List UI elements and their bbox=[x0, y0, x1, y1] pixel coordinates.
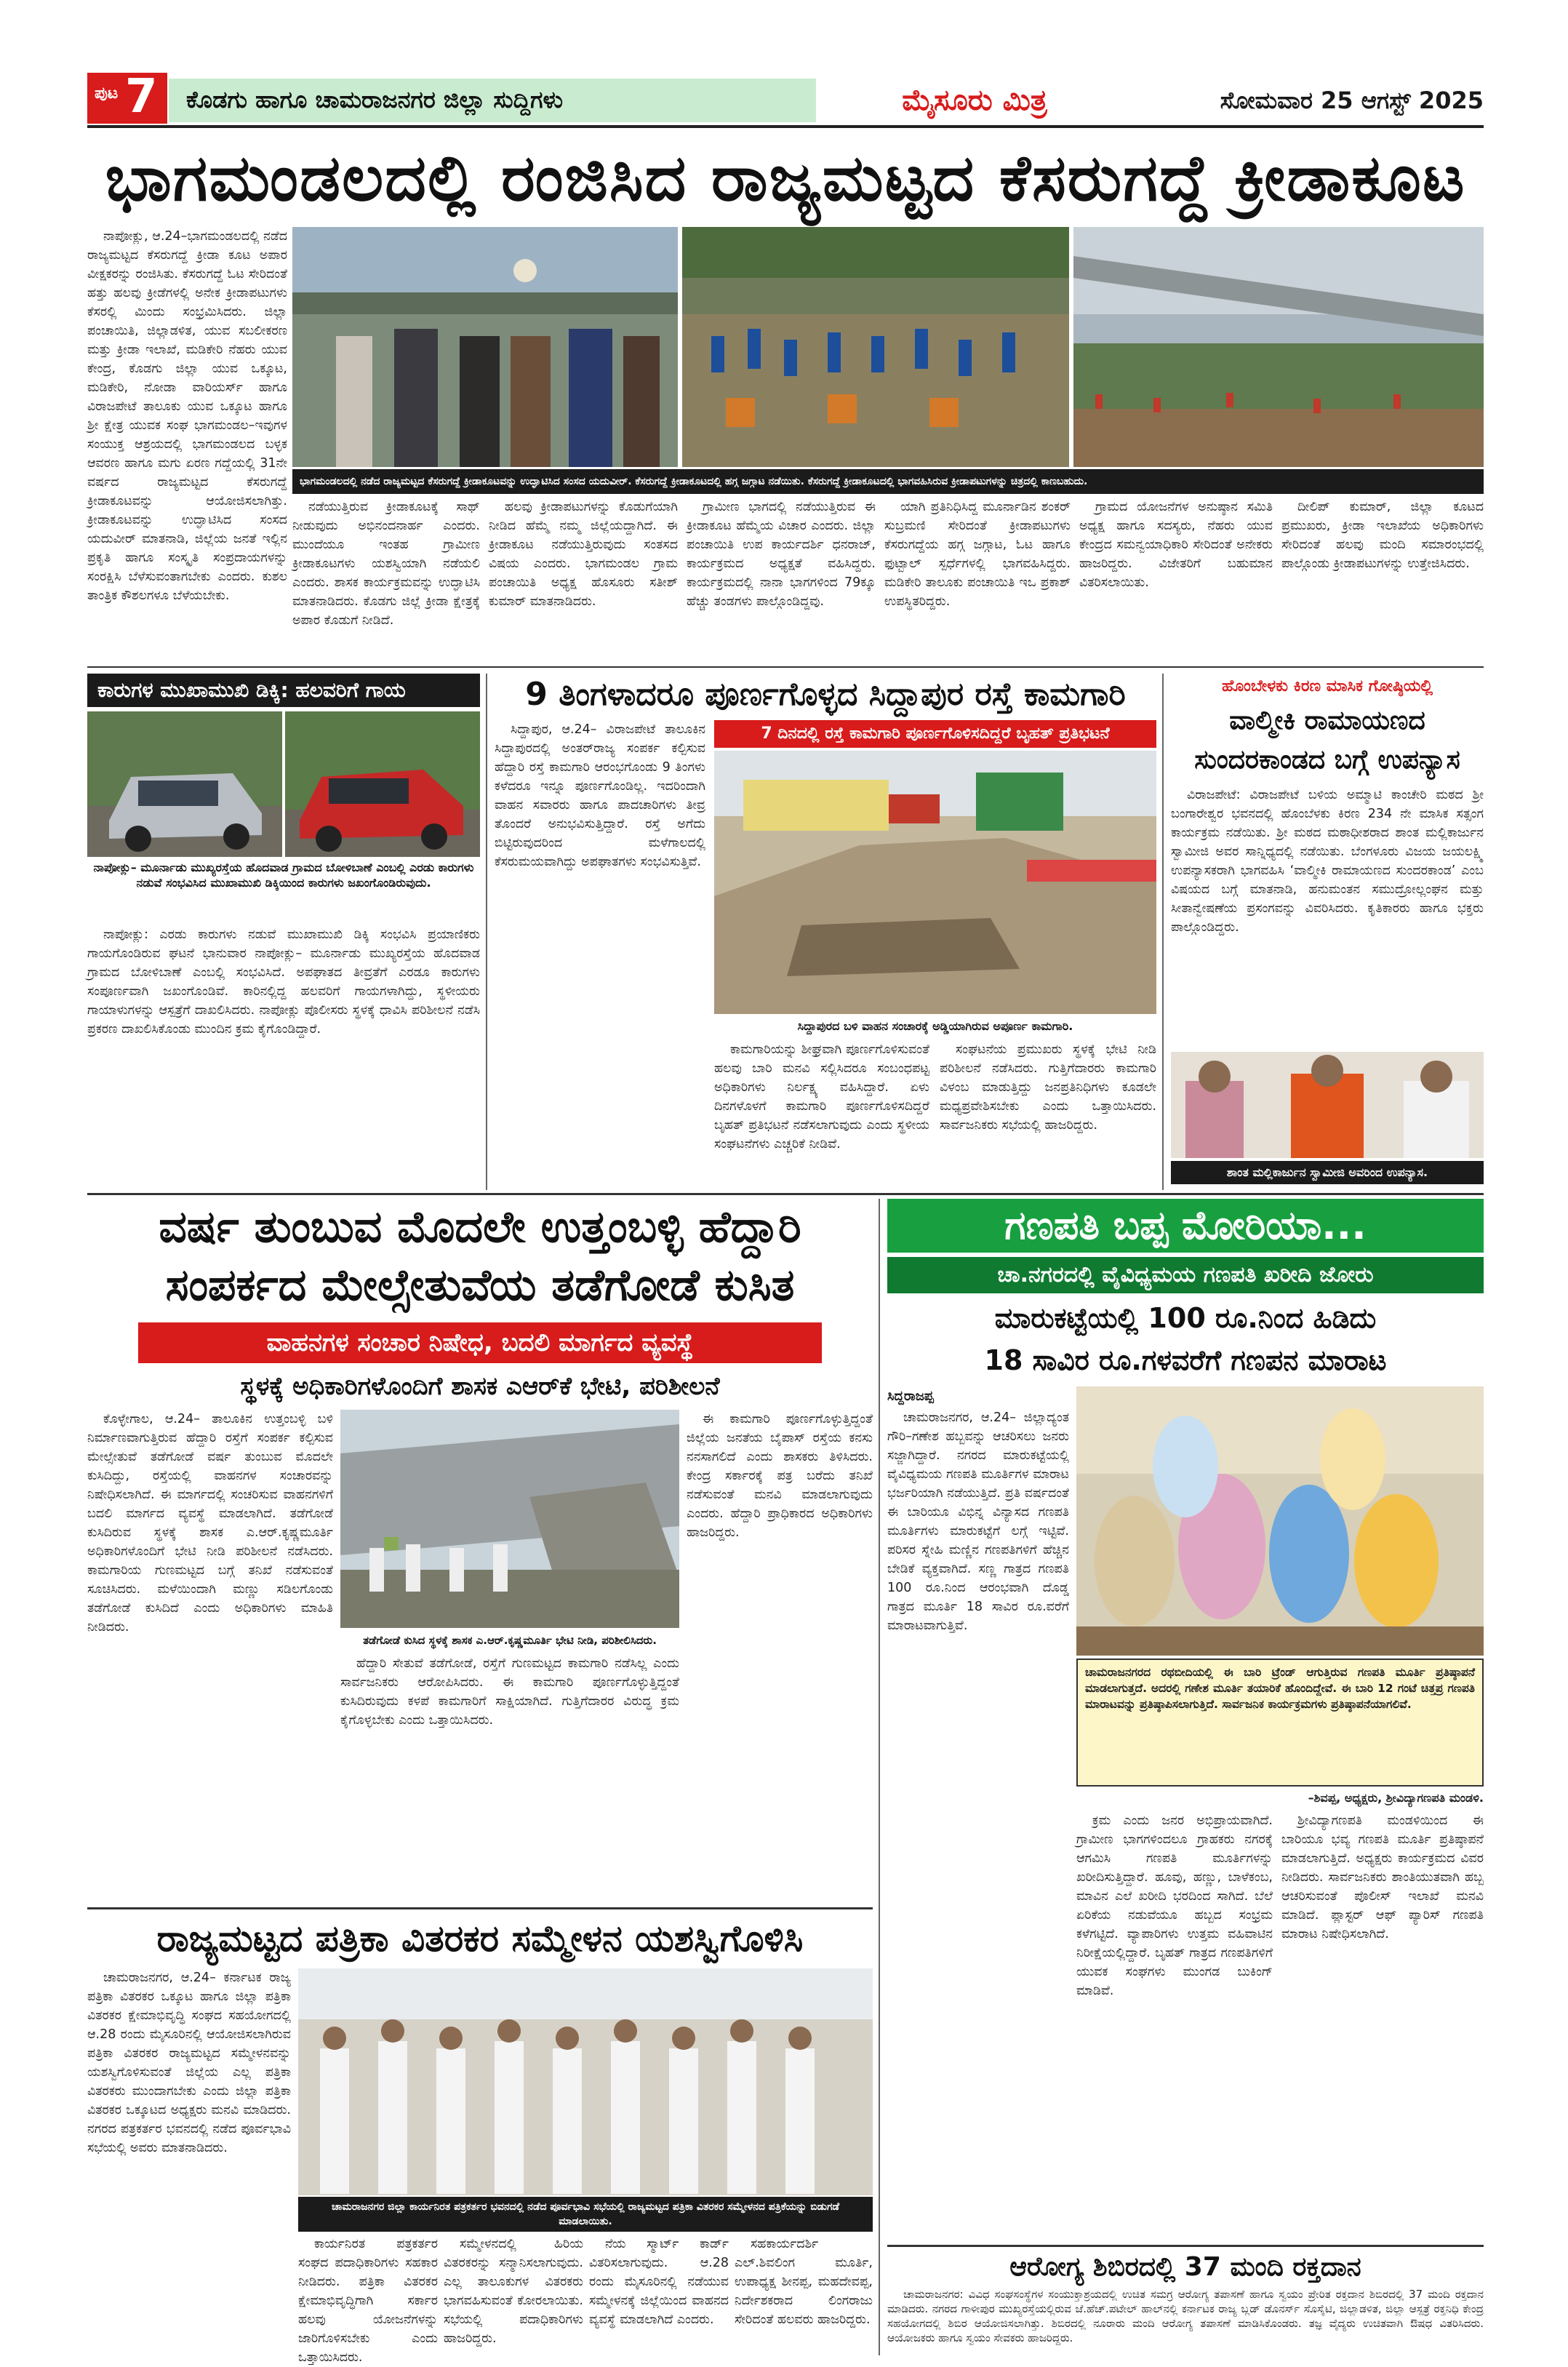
story2-body bbox=[87, 925, 480, 1186]
page-number: 7 bbox=[125, 70, 158, 124]
section-title-strip bbox=[169, 79, 816, 122]
story1-intro bbox=[87, 227, 287, 662]
story6-col5 bbox=[735, 2235, 873, 2354]
story3-col1 bbox=[495, 720, 705, 1186]
story1-col3-text: ಹಲವು ಕ್ರೀಡಾಪಟುಗಳನ್ನು ಕೊಡುಗೆಯಾಗಿ ನೀಡಿದ ಹೆಮ್ಮೆ ನಮ್ಮ ಜಿಲ್ಲೆಯದ್ದಾಗಿದೆ. ಈ ಕ್ರೀಡಾಕೂಟ ನಡೆಯುತ್ತಿರುವುದು ಸಂತಸದ ವಿಷಯ ಎಂದರು. ಭಾಗಮಂಡಲ ಗ್ರಾಮ ಪಂಚಾಯಿತಿ ಅಧ್ಯಕ್ಷ ಹೊಸೂರು ಸತೀಶ್ ಕುಮಾರ್ ಮಾತನಾಡಿದರು. bbox=[489, 500, 678, 609]
story1-col2-text: ನಡೆಯುತ್ತಿರುವ ಕ್ರೀಡಾಕೂಟಕ್ಕೆ ಸಾಥ್ ನೀಡುವುದು ಅಭಿನಂದನಾರ್ಹ ಎಂದರು. ಮುಂದೆಯೂ ಇಂತಹ ಗ್ರಾಮೀಣ ಕ್ರೀಡಾಕೂಟಗಳು ಯಶಸ್ವಿಯಾಗಿ ನಡೆಯಲಿ ಎಂದರು. ಶಾಸಕ ಕಾರ್ಯಕ್ರಮವನ್ನು ಉದ್ಘಾಟಿಸಿ ಮಾತನಾಡಿದರು. ಕೊಡಗು ಜಿಲ್ಲೆ ಕ್ರೀಡಾ ಕ್ಷೇತ್ರಕ್ಕೆ ಅಪಾರ ಕೊಡುಗೆ ನೀಡಿದೆ. bbox=[292, 500, 480, 628]
story1-col6-text: ಗ್ರಾಮದ ಯೋಜನೆಗಳ ಅನುಷ್ಠಾನ ಸಮಿತಿ ಅಧ್ಯಕ್ಷ ಹಾಗೂ ಸದಸ್ಯರು, ನೆಹರು ಯುವ ಕೇಂದ್ರದ ಸಮನ್ವಯಾಧಿಕಾರಿ ಸೇರಿದಂತೆ ಅನೇಕರು ಹಾಜರಿದ್ದರು. ವಿಜೇತರಿಗೆ ಬಹುಮಾನ ವಿತರಿಸಲಾಯಿತು. bbox=[1079, 500, 1273, 590]
story5-subhead-red: ವಾಹನಗಳ ಸಂಚಾರ ನಿಷೇಧ, ಬದಲಿ ಮಾರ್ಗದ ವ್ಯವಸ್ಥೆ bbox=[138, 1322, 822, 1363]
story2-photo-car-silver bbox=[87, 711, 282, 857]
story5-col2 bbox=[340, 1654, 679, 1903]
page-label: ಪುಟ bbox=[95, 84, 119, 103]
story6-col3-text: ಸಮ್ಮೇಳನದಲ್ಲಿ ಹಿರಿಯ ವಿತರಕರನ್ನು ಸನ್ಮಾನಿಸಲಾಗುವುದು. ಎಲ್ಲ ತಾಲೂಕುಗಳ ವಿತರಕರು ಭಾಗವಹಿಸುವಂತೆ ಕೋರಲಾಯಿತು. ಸಭೆಯಲ್ಲಿ ಪದಾಧಿಕಾರಿಗಳು ಹಾಜರಿದ್ದರು. bbox=[444, 2237, 583, 2346]
story1-col4 bbox=[687, 498, 876, 662]
story3-headline: 9 ತಿಂಗಳಾದರೂ ಪೂರ್ಣಗೊಳ್ಳದ ಸಿದ್ದಾಪುರ ರಸ್ತೆ ಕಾಮಗಾರಿ bbox=[525, 676, 1126, 713]
story7-subbanner: ಚಾ.ನಗರದಲ್ಲಿ ವೈವಿಧ್ಯಮಯ ಗಣಪತಿ ಖರೀದಿ ಜೋರು bbox=[887, 1257, 1484, 1293]
story5-photo-collapse bbox=[340, 1410, 679, 1628]
story7-headline-line1: ಮಾರುಕಟ್ಟೆಯಲ್ಲಿ 100 ರೂ.ನಿಂದ ಹಿಡಿದು bbox=[994, 1302, 1377, 1334]
story1-photo-caption: ಭಾಗಮಂಡಲದಲ್ಲಿ ನಡೆದ ರಾಜ್ಯಮಟ್ಟದ ಕೆಸರುಗದ್ದೆ ಕ್ರೀಡಾಕೂಟವನ್ನು ಉದ್ಘಾಟಿಸಿದ ಸಂಸದ ಯದುವೀರ್. ಕೆಸರುಗದ್ದೆ ಕ್ರೀಡಾಕೂಟದಲ್ಲಿ ಹಗ್ಗ ಜಗ್ಗಾಟ ನಡೆಯಿತು. ಕೆಸರುಗದ್ದೆ ಕ್ರೀಡಾಕೂಟದಲ್ಲಿ ಭಾಗವಹಿಸಿರುವ ಕ್ರೀಡಾಪಟುಗಳನ್ನು ಚಿತ್ರದಲ್ಲಿ ಕಾಣಬಹುದು. bbox=[292, 469, 1484, 494]
story7-byline: ಸಿದ್ದರಾಜಪ್ಪ bbox=[887, 1389, 934, 1404]
masthead-logo: ಮೈಸೂರು ಮಿತ್ರ bbox=[902, 84, 1047, 117]
story7-col2-text: ಕ್ರಮ ಎಂದು ಜನರ ಅಭಿಪ್ರಾಯವಾಗಿದೆ. ಗ್ರಾಮೀಣ ಭಾಗಗಳಿಂದಲೂ ಗ್ರಾಹಕರು ನಗರಕ್ಕೆ ಆಗಮಿಸಿ ಗಣಪತಿ ಮೂರ್ತಿಗಳನ್ನು ಖರೀದಿಸುತ್ತಿದ್ದಾರೆ. ಹೂವು, ಹಣ್ಣು, ಬಾಳೆಕಂಬ, ಮಾವಿನ ಎಲೆ ಖರೀದಿ ಭರದಿಂದ ಸಾಗಿದೆ. ಬೆಲೆ ಏರಿಕೆಯ ನಡುವೆಯೂ ಹಬ್ಬದ ಸಂಭ್ರಮ ಕಳೆಗಟ್ಟಿದೆ. ವ್ಯಾಪಾರಿಗಳು ಉತ್ತಮ ವಹಿವಾಟಿನ ನಿರೀಕ್ಷೆಯಲ್ಲಿದ್ದಾರೆ. ಬೃಹತ್ ಗಾತ್ರದ ಗಣಪತಿಗಳಿಗೆ ಯುವಕ ಸಂಘಗಳು ಮುಂಗಡ ಬುಕಿಂಗ್ ಮಾಡಿವೆ. bbox=[1076, 1813, 1273, 1998]
divider-v3 bbox=[879, 1199, 880, 2355]
story6-caption: ಚಾಮರಾಜನಗರ ಜಿಲ್ಲಾ ಕಾರ್ಯನಿರತ ಪತ್ರಕರ್ತರ ಭವನದಲ್ಲಿ ನಡೆದ ಪೂರ್ವಭಾವಿ ಸಭೆಯಲ್ಲಿ ರಾಜ್ಯಮಟ್ಟದ ಪತ್ರಿಕಾ ವಿತರಕರ ಸಮ್ಮೇಳನದ ಪತ್ರಿಕೆಯನ್ನು ಬಿಡುಗಡೆ ಮಾಡಲಾಯಿತು. bbox=[298, 2197, 873, 2232]
story3-col2 bbox=[714, 1040, 929, 1186]
story5-headline-line1: ವರ್ಷ ತುಂಬುವ ಮೊದಲೇ ಉತ್ತಂಬಳ್ಳಿ ಹೆದ್ದಾರಿ bbox=[159, 1202, 801, 1253]
story1-col7-text: ದೀಲಿಪ್ ಕುಮಾರ್, ಜಿಲ್ಲಾ ಕೂಟದ ಪ್ರಮುಖರು, ಕ್ರೀಡಾ ಇಲಾಖೆಯ ಅಧಿಕಾರಿಗಳು ಸೇರಿದಂತೆ ಹಲವು ಮಂದಿ ಸಮಾರಂಭದಲ್ಲಿ ಪಾಲ್ಗೊಂಡು ಕ್ರೀಡಾಪಟುಗಳನ್ನು ಉತ್ತೇಜಿಸಿದರು. bbox=[1281, 500, 1484, 571]
story8-body bbox=[887, 2287, 1484, 2354]
divider-v1 bbox=[486, 674, 487, 1190]
story5-caption: ತಡೆಗೋಡೆ ಕುಸಿದ ಸ್ಥಳಕ್ಕೆ ಶಾಸಕ ಎ.ಆರ್.ಕೃಷ್ಣಮೂರ್ತಿ ಭೇಟಿ ನೀಡಿ, ಪರಿಶೀಲಿಸಿದರು. bbox=[363, 1634, 657, 1647]
story1-col5-text: ಯಾಗಿ ಪ್ರತಿನಿಧಿಸಿದ್ದ ಮೂರ್ನಾಡಿನ ಶಂಕರ್ ಸುಬ್ರಮಣಿ ಸೇರಿದಂತೆ ಕ್ರೀಡಾಪಟುಗಳು ಕೆಸರುಗದ್ದೆಯ ಹಗ್ಗ ಜಗ್ಗಾಟ, ಓಟ ಹಾಗೂ ಫುಟ್ಬಾಲ್ ಸ್ಪರ್ಧೆಗಳಲ್ಲಿ ಭಾಗವಹಿಸಿದ್ದರು. ಮಡಿಕೇರಿ ತಾಲೂಕು ಪಂಚಾಯಿತಿ ಇಒ ಪ್ರಕಾಶ್ ಉಪಸ್ಥಿತರಿದ್ದರು. bbox=[884, 500, 1071, 609]
story2-photo-car-red bbox=[285, 711, 480, 857]
story7-col3-text: ಶ್ರೀವಿದ್ಯಾಗಣಪತಿ ಮಂಡಳಿಯಿಂದ ಈ ಬಾರಿಯೂ ಭವ್ಯ ಗಣಪತಿ ಮೂರ್ತಿ ಪ್ರತಿಷ್ಠಾಪನೆ ಮಾಡಲಾಗುತ್ತಿದೆ. ಅಧ್ಯಕ್ಷರು ಕಾರ್ಯಕ್ರಮದ ವಿವರ ನೀಡಿದರು. ಸಾರ್ವಜನಿಕರು ಶಾಂತಿಯುತವಾಗಿ ಹಬ್ಬ ಆಚರಿಸುವಂತೆ ಪೊಲೀಸ್ ಇಲಾಖೆ ಮನವಿ ಮಾಡಿದೆ. ಪ್ಲಾಸ್ಟರ್ ಆಫ್ ಪ್ಯಾರಿಸ್ ಗಣಪತಿ ಮಾರಾಟ ನಿಷೇಧಿಸಲಾಗಿದೆ. bbox=[1281, 1813, 1484, 1941]
story6-col4 bbox=[589, 2235, 729, 2354]
story4-kicker: ಹೊಂಬೇಳಕು ಕಿರಣ ಮಾಸಿಕ ಗೋಷ್ಠಿಯಲ್ಲಿ bbox=[1221, 677, 1433, 695]
section-title: ಕೊಡಗು ಹಾಗೂ ಚಾಮರಾಜನಗರ ಜಿಲ್ಲಾ ಸುದ್ದಿಗಳು bbox=[186, 86, 564, 113]
divider-3 bbox=[87, 1907, 873, 1909]
story6-col4-text: ನೆಯ ಸ್ಮಾರ್ಟ್ ಕಾರ್ಡ್ ವಿತರಿಸಲಾಗುವುದು. ಆ.28 ರಂದು ಮೈಸೂರಿನಲ್ಲಿ ನಡೆಯುವ ಸಮ್ಮೇಳನಕ್ಕೆ ಜಿಲ್ಲೆಯಿಂದ ವಾಹನದ ವ್ಯವಸ್ಥೆ ಮಾಡಲಾಗಿದೆ ಎಂದರು. bbox=[589, 2237, 729, 2327]
story7-quote-text: ಚಾಮರಾಜನಗರದ ರಥಬೀದಿಯಲ್ಲಿ ಈ ಬಾರಿ ಟ್ರೆಂಡ್ ಆಗುತ್ತಿರುವ ಗಣಪತಿ ಮೂರ್ತಿ ಪ್ರತಿಷ್ಠಾಪನೆ ಮಾಡಲಾಗುತ್ತದೆ. ಅದರಲ್ಲಿ ಗಣೇಶ ಮೂರ್ತಿ ತಯಾರಿಕೆ ಹೊಂದಿದ್ದೇವೆ. ಈ ಬಾರಿ 12 ಗಂಟೆ ಚಿತ್ತಪ್ರ ಗಣಪತಿ ಮಾರಾಟವನ್ನು ಪ್ರತಿಷ್ಠಾಪಿಸಲಾಗುತ್ತಿದೆ. ಸಾರ್ವಜನಿಕ ಕಾರ್ಯಕ್ರಮಗಳು ಪ್ರತಿಷ್ಠಾಪನೆಯಾಗಲಿವೆ. bbox=[1085, 1666, 1475, 1711]
story6-photo-group bbox=[298, 1968, 873, 2195]
page-number-badge bbox=[87, 70, 167, 124]
story2-caption: ನಾಪೋಕ್ಲು– ಮೂರ್ನಾಡು ಮುಖ್ಯರಸ್ತೆಯ ಹೊದವಾಡ ಗ್ರಾಮದ ಬೋಳಿಬಾಣೆ ಎಂಬಲ್ಲಿ ಎರಡು ಕಾರುಗಳು ನಡುವೆ ಸಂಭವಿಸಿದ ಮುಖಾಮುಖಿ ಡಿಕ್ಕಿಯಿಂದ ಕಾರುಗಳು ಜಖಂಗೊಂಡಿರುವುದು. bbox=[93, 861, 474, 890]
divider-2 bbox=[87, 1193, 1484, 1195]
story3-col3-text: ಸಂಘಟನೆಯ ಪ್ರಮುಖರು ಸ್ಥಳಕ್ಕೆ ಭೇಟಿ ನೀಡಿ ಪರಿಶೀಲನೆ ನಡೆಸಿದರು. ಗುತ್ತಿಗೆದಾರರು ಕಾಮಗಾರಿ ವಿಳಂಬ ಮಾಡುತ್ತಿದ್ದು ಜನಪ್ರತಿನಿಧಿಗಳು ಕೂಡಲೇ ಮಧ್ಯಪ್ರವೇಶಿಸಬೇಕು ಎಂದು ಒತ್ತಾಯಿಸಿದರು. ಸಾರ್ವಜನಿಕರು ಸಭೆಯಲ್ಲಿ ಹಾಜರಿದ್ದರು. bbox=[940, 1042, 1156, 1133]
story1-col3 bbox=[489, 498, 678, 662]
story7-col1 bbox=[887, 1408, 1069, 1808]
story6-col1-text: ಚಾಮರಾಜನಗರ, ಆ.24– ಕರ್ನಾಟಕ ರಾಜ್ಯ ಪತ್ರಿಕಾ ವಿತರಕರ ಒಕ್ಕೂಟ ಹಾಗೂ ಜಿಲ್ಲಾ ಪತ್ರಿಕಾ ವಿತರಕರ ಕ್ಷೇಮಾಭಿವೃದ್ಧಿ ಸಂಘದ ಸಹಯೋಗದಲ್ಲಿ ಆ.28 ರಂದು ಮೈಸೂರಿನಲ್ಲಿ ಆಯೋಜಿಸಲಾಗಿರುವ ಪತ್ರಿಕಾ ವಿತರಕರ ರಾಜ್ಯಮಟ್ಟದ ಸಮ್ಮೇಳನವನ್ನು ಯಶಸ್ವಿಗೊಳಿಸುವಂತೆ ಜಿಲ್ಲೆಯ ಎಲ್ಲ ಪತ್ರಿಕಾ ವಿತರಕರು ಮುಂದಾಗಬೇಕು ಎಂದು ಜಿಲ್ಲಾ ಪತ್ರಿಕಾ ವಿತರಕರ ಒಕ್ಕೂಟದ ಅಧ್ಯಕ್ಷರು ಮನವಿ ಮಾಡಿದರು. ನಗರದ ಪತ್ರಕರ್ತರ ಭವನದಲ್ಲಿ ನಡೆದ ಪೂರ್ವಭಾವಿ ಸಭೆಯಲ್ಲಿ ಅವರು ಮಾತನಾಡಿದರು. bbox=[87, 1971, 291, 2155]
story1-photo-inauguration bbox=[292, 227, 678, 467]
story1-intro-text: ನಾಪೋಕ್ಲು, ಆ.24–ಭಾಗಮಂಡಲದಲ್ಲಿ ನಡೆದ ರಾಜ್ಯಮಟ್ಟದ ಕೆಸರುಗದ್ದೆ ಕ್ರೀಡಾ ಕೂಟ ಅಪಾರ ವೀಕ್ಷಕರನ್ನು ರಂಜಿಸಿತು. ಕೆಸರುಗದ್ದೆ ಓಟ ಸೇರಿದಂತೆ ಹತ್ತು ಹಲವು ಕ್ರೀಡೆಗಳಲ್ಲಿ ಅನೇಕ ಕ್ರೀಡಾಪಟುಗಳು ಕೆಸರಲ್ಲಿ ಮಿಂದು ಸಂಭ್ರಮಿಸಿದರು. ಜಿಲ್ಲಾ ಪಂಚಾಯಿತಿ, ಜಿಲ್ಲಾಡಳಿತ, ಯುವ ಸಬಲೀಕರಣ ಮತ್ತು ಕ್ರೀಡಾ ಇಲಾಖೆ, ಮಡಿಕೇರಿ ನೆಹರು ಯುವ ಕೇಂದ್ರ, ಕೊಡಗು ಜಿಲ್ಲಾ ಯುವ ಒಕ್ಕೂಟ, ಮಡಿಕೇರಿ, ನೋಡಾ ವಾರಿಯರ್ಸ್ ಹಾಗೂ ವಿರಾಜಪೇಟೆ ತಾಲೂಕು ಯುವ ಒಕ್ಕೂಟ ಹಾಗೂ ಶ್ರೀ ಕ್ಷೇತ್ರ ಯುವಕ ಸಂಘ ಭಾಗಮಂಡಲ–ಇವುಗಳ ಸಂಯುಕ್ತ ಆಶ್ರಯದಲ್ಲಿ ಭಾಗಮಂಡಲದ ಬಳ್ಳಕ ಆವರಣ ಹಾಗೂ ಮಗು ಏರಣ ಗದ್ದೆಯಲ್ಲಿ 31ನೇ ವರ್ಷದ ರಾಜ್ಯಮಟ್ಟದ ಕೆಸರುಗದ್ದೆ ಕ್ರೀಡಾಕೂಟವನ್ನು ಆಯೋಜಿಸಲಾಗಿತ್ತು. ಕ್ರೀಡಾಕೂಟವನ್ನು ಉದ್ಘಾಟಿಸಿದ ಸಂಸದ ಯದುವೀರ್ ಮಾತನಾಡಿ, ಜಿಲ್ಲೆಯ ಜನತೆ ಇಲ್ಲಿನ ಪ್ರಕೃತಿ ಹಾಗೂ ಸಂಸ್ಕೃತಿ ಸಂಪ್ರದಾಯಗಳನ್ನು ಸಂರಕ್ಷಿಸಿ ಬೆಳೆಸುವಂತಾಗಬೇಕು ಎಂದರು. ಕುಶಲ ತಾಂತ್ರಿಕ ಕೌಶಲಗಳೂ ಬೆಳೆಯಬೇಕು. bbox=[87, 229, 287, 603]
story4-photo-swamiji bbox=[1171, 1052, 1484, 1158]
story5-col1 bbox=[87, 1410, 333, 1903]
header-rule bbox=[87, 125, 1484, 128]
story1-col6 bbox=[1079, 498, 1273, 662]
story5-subhead: ಸ್ಥಳಕ್ಕೆ ಅಧಿಕಾರಿಗಳೊಂದಿಗೆ ಶಾಸಕ ಎಆರ್‌ಕೆ ಭೇಟಿ, ಪರಿಶೀಲನೆ bbox=[240, 1372, 720, 1401]
story1-headline: ಭಾಗಮಂಡಲದಲ್ಲಿ ರಂಜಿಸಿದ ರಾಜ್ಯಮಟ್ಟದ ಕೆಸರುಗದ್ದೆ ಕ್ರೀಡಾಕೂಟ bbox=[105, 140, 1466, 215]
story1-col5 bbox=[884, 498, 1071, 662]
story3-col1-text: ಸಿದ್ದಾಪುರ, ಆ.24– ವಿರಾಜಪೇಟೆ ತಾಲೂಕಿನ ಸಿದ್ದಾಪುರದಲ್ಲಿ ಅಂತರ್‌ರಾಜ್ಯ ಸಂಪರ್ಕ ಕಲ್ಪಿಸುವ ಹೆದ್ದಾರಿ ರಸ್ತೆ ಕಾಮಗಾರಿ ಆರಂಭಗೊಂಡು 9 ತಿಂಗಳು ಕಳೆದರೂ ಇನ್ನೂ ಪೂರ್ಣಗೊಂಡಿಲ್ಲ. ಇದರಿಂದಾಗಿ ವಾಹನ ಸವಾರರು ಹಾಗೂ ಪಾದಚಾರಿಗಳು ತೀವ್ರ ತೊಂದರೆ ಅನುಭವಿಸುತ್ತಿದ್ದಾರೆ. ರಸ್ತೆ ಅಗೆದು ಬಿಟ್ಟಿರುವುದರಿಂದ ಮಳೆಗಾಲದಲ್ಲಿ ಕೆಸರುಮಯವಾಗಿದ್ದು ಅಪಘಾತಗಳು ಸಂಭವಿಸುತ್ತಿವೆ. bbox=[495, 722, 705, 869]
story6-col3 bbox=[444, 2235, 583, 2354]
divider-v2 bbox=[1162, 674, 1164, 1190]
story7-quote-sign: –ಶಿವಪ್ಪ, ಅಧ್ಯಕ್ಷರು, ಶ್ರೀವಿದ್ಯಾಗಣಪತಿ ಮಂಡಳಿ. bbox=[1308, 1791, 1484, 1805]
issue-date: ಸೋಮವಾರ 25 ಆಗಸ್ಟ್ 2025 bbox=[1220, 87, 1484, 114]
story5-col2-text: ಹೆದ್ದಾರಿ ಸೇತುವೆ ತಡೆಗೋಡೆ, ರಸ್ತೆಗೆ ಗುಣಮಟ್ಟದ ಕಾಮಗಾರಿ ನಡೆಸಿಲ್ಲ ಎಂದು ಸಾರ್ವಜನಿಕರು ಆರೋಪಿಸಿದರು. ಈ ಕಾಮಗಾರಿ ಪೂರ್ಣಗೊಳ್ಳುತ್ತಿದ್ದಂತೆ ಕುಸಿದಿರುವುದು ಕಳಪೆ ಕಾಮಗಾರಿಗೆ ಸಾಕ್ಷಿಯಾಗಿದೆ. ಗುತ್ತಿಗೆದಾರರ ವಿರುದ್ಧ ಕ್ರಮ ಕೈಗೊಳ್ಳಬೇಕು ಎಂದು ಒತ್ತಾಯಿಸಿದರು. bbox=[340, 1656, 679, 1728]
story7-banner: ಗಣಪತಿ ಬಪ್ಪ ಮೋರಿಯಾ... bbox=[887, 1199, 1484, 1253]
story7-col1-text: ಚಾಮರಾಜನಗರ, ಆ.24– ಜಿಲ್ಲಾದ್ಯಂತ ಗೌರಿ–ಗಣೇಶ ಹಬ್ಬವನ್ನು ಆಚರಿಸಲು ಜನರು ಸಜ್ಜಾಗಿದ್ದಾರೆ. ನಗರದ ಮಾರುಕಟ್ಟೆಯಲ್ಲಿ ವೈವಿಧ್ಯಮಯ ಗಣಪತಿ ಮೂರ್ತಿಗಳ ಮಾರಾಟ ಭರ್ಜರಿಯಾಗಿ ನಡೆಯುತ್ತಿದೆ. ಪ್ರತಿ ವರ್ಷದಂತೆ ಈ ಬಾರಿಯೂ ವಿಭಿನ್ನ ವಿನ್ಯಾಸದ ಗಣಪತಿ ಮೂರ್ತಿಗಳು ಮಾರುಕಟ್ಟೆಗೆ ಲಗ್ಗೆ ಇಟ್ಟಿವೆ. ಪರಿಸರ ಸ್ನೇಹಿ ಮಣ್ಣಿನ ಗಣಪತಿಗಳಿಗೆ ಹೆಚ್ಚಿನ ಬೇಡಿಕೆ ವ್ಯಕ್ತವಾಗಿದೆ. ಸಣ್ಣ ಗಾತ್ರದ ಗಣಪತಿ 100 ರೂ.ನಿಂದ ಆರಂಭವಾಗಿ ದೊಡ್ಡ ಗಾತ್ರದ ಮೂರ್ತಿ 18 ಸಾವಿರ ರೂ.ವರೆಗೆ ಮಾರಾಟವಾಗುತ್ತಿವೆ. bbox=[887, 1410, 1069, 1633]
story2-body-text: ನಾಪೋಕ್ಲು: ಎರಡು ಕಾರುಗಳು ನಡುವೆ ಮುಖಾಮುಖಿ ಡಿಕ್ಕಿ ಸಂಭವಿಸಿ ಪ್ರಯಾಣಿಕರು ಗಾಯಗೊಂಡಿರುವ ಘಟನೆ ಭಾನುವಾರ ನಾಪೋಕ್ಲು– ಮೂರ್ನಾಡು ಮುಖ್ಯರಸ್ತೆಯ ಹೊದವಾಡ ಗ್ರಾಮದ ಬೋಳಿಬಾಣೆ ಎಂಬಲ್ಲಿ ಸಂಭವಿಸಿದೆ. ಅಪಘಾತದ ತೀವ್ರತೆಗೆ ಎರಡೂ ಕಾರುಗಳು ಸಂಪೂರ್ಣವಾಗಿ ಜಖಂಗೊಂಡಿವೆ. ಕಾರಿನಲ್ಲಿದ್ದ ಹಲವರಿಗೆ ಗಾಯಗಳಾಗಿದ್ದು, ಸ್ಥಳೀಯರು ಗಾಯಾಳುಗಳನ್ನು ಆಸ್ಪತ್ರೆಗೆ ದಾಖಲಿಸಿದರು. ನಾಪೋಕ್ಲು ಪೊಲೀಸರು ಸ್ಥಳಕ್ಕೆ ಧಾವಿಸಿ ಪರಿಶೀಲನೆ ನಡೆಸಿ ಪ್ರಕರಣ ದಾಖಲಿಸಿಕೊಂಡು ಮುಂದಿನ ಕ್ರಮ ಕೈಗೊಂಡಿದ್ದಾರೆ. bbox=[87, 927, 480, 1037]
story3-caption: ಸಿದ್ದಾಪುರದ ಬಳಿ ವಾಹನ ಸಂಚಾರಕ್ಕೆ ಅಡ್ಡಿಯಾಗಿರುವ ಅಪೂರ್ಣ ಕಾಮಗಾರಿ. bbox=[797, 1019, 1073, 1033]
story3-col2-text: ಕಾಮಗಾರಿಯನ್ನು ಶೀಘ್ರವಾಗಿ ಪೂರ್ಣಗೊಳಿಸುವಂತೆ ಹಲವು ಬಾರಿ ಮನವಿ ಸಲ್ಲಿಸಿದರೂ ಸಂಬಂಧಪಟ್ಟ ಅಧಿಕಾರಿಗಳು ನಿರ್ಲಕ್ಷ್ಯ ವಹಿಸಿದ್ದಾರೆ. ಏಳು ದಿನಗಳೊಳಗೆ ಕಾಮಗಾರಿ ಪೂರ್ಣಗೊಳಿಸದಿದ್ದರೆ ಬೃಹತ್ ಪ್ರತಿಭಟನೆ ನಡೆಸಲಾಗುವುದು ಎಂದು ಸ್ಥಳೀಯ ಸಂಘಟನೆಗಳು ಎಚ್ಚರಿಕೆ ನೀಡಿವೆ. bbox=[714, 1042, 929, 1151]
story4-caption: ಶಾಂತ ಮಲ್ಲಿಕಾರ್ಜುನ ಸ್ವಾಮೀಜಿ ಅವರಿಂದ ಉಪನ್ಯಾಸ. bbox=[1171, 1161, 1484, 1184]
divider-4 bbox=[887, 2245, 1484, 2247]
story4-headline: ವಾಲ್ಮೀಕಿ ರಾಮಾಯಣದ ಸುಂದರಕಾಂಡದ ಬಗ್ಗೆ ಉಪನ್ಯಾಸ bbox=[1194, 706, 1460, 775]
story5-headline-line2: ಸಂಪರ್ಕದ ಮೇಲ್ಸೇತುವೆಯ ತಡೆಗೋಡೆ ಕುಸಿತ bbox=[165, 1260, 795, 1311]
story3-photo-road bbox=[714, 751, 1156, 1014]
story1-photo-tug-of-war bbox=[682, 227, 1069, 467]
story6-col1 bbox=[87, 1968, 291, 2354]
story3-subhead: 7 ದಿನದಲ್ಲಿ ರಸ್ತೆ ಕಾಮಗಾರಿ ಪೂರ್ಣಗೊಳಿಸದಿದ್ದರೆ ಬೃಹತ್ ಪ್ರತಿಭಟನೆ bbox=[714, 720, 1156, 748]
story5-col3 bbox=[687, 1410, 873, 1903]
story6-col2 bbox=[298, 2235, 438, 2365]
story6-col5-text: ಸಹಕಾರ್ಯದರ್ಶಿ ಎಲ್.ಶಿವಲಿಂಗ ಮೂರ್ತಿ, ಉಪಾಧ್ಯಕ್ಷ ಶೀನಪ್ಪ, ಮಹದೇವಪ್ಪ, ನಿರ್ದೇಶಕರಾದ ಲಿಂಗರಾಜು ಸೇರಿದಂತೆ ಹಲವರು ಹಾಜರಿದ್ದರು. bbox=[735, 2237, 873, 2327]
story1-col4-text: ಗ್ರಾಮೀಣ ಭಾಗದಲ್ಲಿ ನಡೆಯುತ್ತಿರುವ ಈ ಕ್ರೀಡಾಕೂಟ ಹೆಮ್ಮೆಯ ವಿಚಾರ ಎಂದರು. ಜಿಲ್ಲಾ ಪಂಚಾಯಿತಿ ಉಪ ಕಾರ್ಯದರ್ಶಿ ಧನರಾಜ್, ಕಾರ್ಯಕ್ರಮದ ಅಧ್ಯಕ್ಷತೆ ವಹಿಸಿದ್ದರು. ಕಾರ್ಯಕ್ರಮದಲ್ಲಿ ನಾನಾ ಭಾಗಗಳಿಂದ 79ಕ್ಕೂ ಹೆಚ್ಚು ತಂಡಗಳು ಪಾಲ್ಗೊಂಡಿದ್ದವು. bbox=[687, 500, 876, 609]
story1-photo-bridge-crowd bbox=[1073, 227, 1484, 467]
story4-body-text: ವಿರಾಜಪೇಟೆ: ವಿರಾಜಪೇಟೆ ಬಳಿಯ ಅಮ್ಮಾಟಿ ಕಾಂಚೇರಿ ಮಠದ ಶ್ರೀ ಬಂಗಾರೇಶ್ವರ ಭವನದಲ್ಲಿ ಹೊಂಬೆಳಕು ಕಿರಣ 234 ನೇ ಮಾಸಿಕ ಸತ್ಸಂಗ ಕಾರ್ಯಕ್ರಮ ನಡೆಯಿತು. ಶ್ರೀ ಮಠದ ಮಠಾಧೀಶರಾದ ಶಾಂತ ಮಲ್ಲಿಕಾರ್ಜುನ ಸ್ವಾಮೀಜಿ ಅವರ ಸಾನ್ನಿಧ್ಯದಲ್ಲಿ ನಡೆಯಿತು. ಬೆಂಗಳೂರು ವಿಜಯ ಜಯಲಕ್ಷ್ಮಿ ಉಪನ್ಯಾಸಕರಾಗಿ ಭಾಗವಹಿಸಿ ‘ವಾಲ್ಮೀಕಿ ರಾಮಾಯಣದ ಸುಂದರಕಾಂಡ’ ಎಂಬ ವಿಷಯದ ಬಗ್ಗೆ ಮಾತನಾಡಿ, ಹನುಮಂತನ ಸಮುದ್ರೋಲ್ಲಂಘನ ಮತ್ತು ಸೀತಾನ್ವೇಷಣೆಯ ಪ್ರಸಂಗವನ್ನು ವಿವರಿಸಿದರು. ಕೃತಿಕಾರರು ಹಾಗೂ ಭಕ್ತರು ಪಾಲ್ಗೊಂಡಿದ್ದರು. bbox=[1171, 788, 1484, 935]
story1-col7 bbox=[1281, 498, 1484, 662]
story7-col1b bbox=[887, 1813, 1069, 2240]
story8-headline: ಆರೋಗ್ಯ ಶಿಬಿರದಲ್ಲಿ 37 ಮಂದಿ ರಕ್ತದಾನ bbox=[1009, 2252, 1361, 2282]
story6-headline: ರಾಜ್ಯಮಟ್ಟದ ಪತ್ರಿಕಾ ವಿತರಕರ ಸಮ್ಮೇಳನ ಯಶಸ್ವಿಗೊಳಿಸಿ bbox=[156, 1917, 804, 1960]
story3-col3 bbox=[940, 1040, 1156, 1186]
story7-col2 bbox=[1076, 1811, 1273, 2240]
story2-heading: ಕಾರುಗಳ ಮುಖಾಮುಖಿ ಡಿಕ್ಕಿ: ಹಲವರಿಗೆ ಗಾಯ bbox=[87, 674, 480, 707]
divider-1 bbox=[87, 666, 1484, 668]
story1-col2 bbox=[292, 498, 480, 662]
story8-body-text: ಚಾಮರಾಜನಗರ: ವಿವಿಧ ಸಂಘಸಂಸ್ಥೆಗಳ ಸಂಯುಕ್ತಾಶ್ರಯದಲ್ಲಿ ಉಚಿತ ಸಮಗ್ರ ಆರೋಗ್ಯ ತಪಾಸಣೆ ಹಾಗೂ ಸ್ವಯಂ ಪ್ರೇರಿತ ರಕ್ತದಾನ ಶಿಬಿರದಲ್ಲಿ 37 ಮಂದಿ ರಕ್ತದಾನ ಮಾಡಿದರು. ನಗರದ ಗಾಳೀಪುರ ಮುಖ್ಯರಸ್ತೆಯಲ್ಲಿರುವ ಜೆ.ಹೆಚ್.ಪಟೇಲ್ ಹಾಲ್‌ನಲ್ಲಿ ಕರ್ನಾಟಕ ರಾಜ್ಯ ಬ್ಲಡ್ ಡೊನರ್ಸ್ ಸೊಸೈಟಿ, ಜಿಲ್ಲಾಡಳಿತ, ಜಿಲ್ಲಾ ಆಸ್ಪತ್ರೆ ರಕ್ತನಿಧಿ ಕೇಂದ್ರ ಸಹಯೋಗದಲ್ಲಿ ಶಿಬಿರ ಆಯೋಜಿಸಲಾಗಿತ್ತು. ಶಿಬಿರದಲ್ಲಿ ನೂರಾರು ಮಂದಿ ಆರೋಗ್ಯ ತಪಾಸಣೆ ಮಾಡಿಸಿಕೊಂಡರು. ತಜ್ಞ ವೈದ್ಯರು ಉಚಿತವಾಗಿ ಔಷಧ ವಿತರಿಸಿದರು. ಆಯೋಜಕರು ಹಾಗೂ ಸ್ವಯಂ ಸೇವಕರು ಹಾಜರಿದ್ದರು. bbox=[887, 2288, 1484, 2344]
story7-photo-ganapati-idols bbox=[1076, 1386, 1484, 1656]
story7-col3 bbox=[1281, 1811, 1484, 2240]
story5-col3-text: ಈ ಕಾಮಗಾರಿ ಪೂರ್ಣಗೊಳ್ಳುತ್ತಿದ್ದಂತೆ ಜಿಲ್ಲೆಯ ಜನತೆಯ ಬೈಪಾಸ್ ರಸ್ತೆಯ ಕನಸು ನನಸಾಗಲಿದೆ ಎಂದು ಶಾಸಕರು ತಿಳಿಸಿದರು. ಕೇಂದ್ರ ಸರ್ಕಾರಕ್ಕೆ ಪತ್ರ ಬರೆದು ತನಿಖೆ ನಡೆಸುವಂತೆ ಮನವಿ ಮಾಡಲಾಗುವುದು ಎಂದರು. ಹೆದ್ದಾರಿ ಪ್ರಾಧಿಕಾರದ ಅಧಿಕಾರಿಗಳು ಹಾಜರಿದ್ದರು. bbox=[687, 1412, 873, 1540]
story6-col2-text: ಕಾರ್ಯನಿರತ ಪತ್ರಕರ್ತರ ಸಂಘದ ಪದಾಧಿಕಾರಿಗಳು ಸಹಕಾರ ನೀಡಿದರು. ಪತ್ರಿಕಾ ವಿತರಕರ ಕ್ಷೇಮಾಭಿವೃದ್ಧಿಗಾಗಿ ಸರ್ಕಾರ ಹಲವು ಯೋಜನೆಗಳನ್ನು ಜಾರಿಗೊಳಿಸಬೇಕು ಎಂದು ಒತ್ತಾಯಿಸಿದರು. bbox=[298, 2237, 438, 2365]
story7-headline-line2: 18 ಸಾವಿರ ರೂ.ಗಳವರೆಗೆ ಗಣಪನ ಮಾರಾಟ bbox=[984, 1344, 1387, 1376]
story5-col1-text: ಕೊಳ್ಳೇಗಾಲ, ಆ.24– ತಾಲೂಕಿನ ಉತ್ತಂಬಳ್ಳಿ ಬಳಿ ನಿರ್ಮಾಣವಾಗುತ್ತಿರುವ ಹೆದ್ದಾರಿ ರಸ್ತೆಗೆ ಸಂಪರ್ಕ ಕಲ್ಪಿಸುವ ಮೇಲ್ಸೇತುವೆ ತಡೆಗೋಡೆ ವರ್ಷ ತುಂಬುವ ಮೊದಲೇ ಕುಸಿದಿದ್ದು, ರಸ್ತೆಯಲ್ಲಿ ವಾಹನಗಳ ಸಂಚಾರವನ್ನು ನಿಷೇಧಿಸಲಾಗಿದೆ. ಈ ಮಾರ್ಗದಲ್ಲಿ ಸಂಚರಿಸುವ ವಾಹನಗಳಿಗೆ ಬದಲಿ ಮಾರ್ಗದ ವ್ಯವಸ್ಥೆ ಮಾಡಲಾಗಿದೆ. ತಡೆಗೋಡೆ ಕುಸಿದಿರುವ ಸ್ಥಳಕ್ಕೆ ಶಾಸಕ ಎ.ಆರ್.ಕೃಷ್ಣಮೂರ್ತಿ ಅಧಿಕಾರಿಗಳೊಂದಿಗೆ ಭೇಟಿ ನೀಡಿ ಪರಿಶೀಲನೆ ನಡೆಸಿದರು. ಕಾಮಗಾರಿಯ ಗುಣಮಟ್ಟದ ಬಗ್ಗೆ ತನಿಖೆ ನಡೆಸುವಂತೆ ಸೂಚಿಸಿದರು. ಮಳೆಯಿಂದಾಗಿ ಮಣ್ಣು ಸಡಿಲಗೊಂಡು ತಡೆಗೋಡೆ ಕುಸಿದಿದೆ ಎಂದು ಅಧಿಕಾರಿಗಳು ಮಾಹಿತಿ ನೀಡಿದರು. bbox=[87, 1412, 333, 1634]
story7-quote-box bbox=[1076, 1659, 1484, 1787]
story4-body bbox=[1171, 786, 1484, 1047]
